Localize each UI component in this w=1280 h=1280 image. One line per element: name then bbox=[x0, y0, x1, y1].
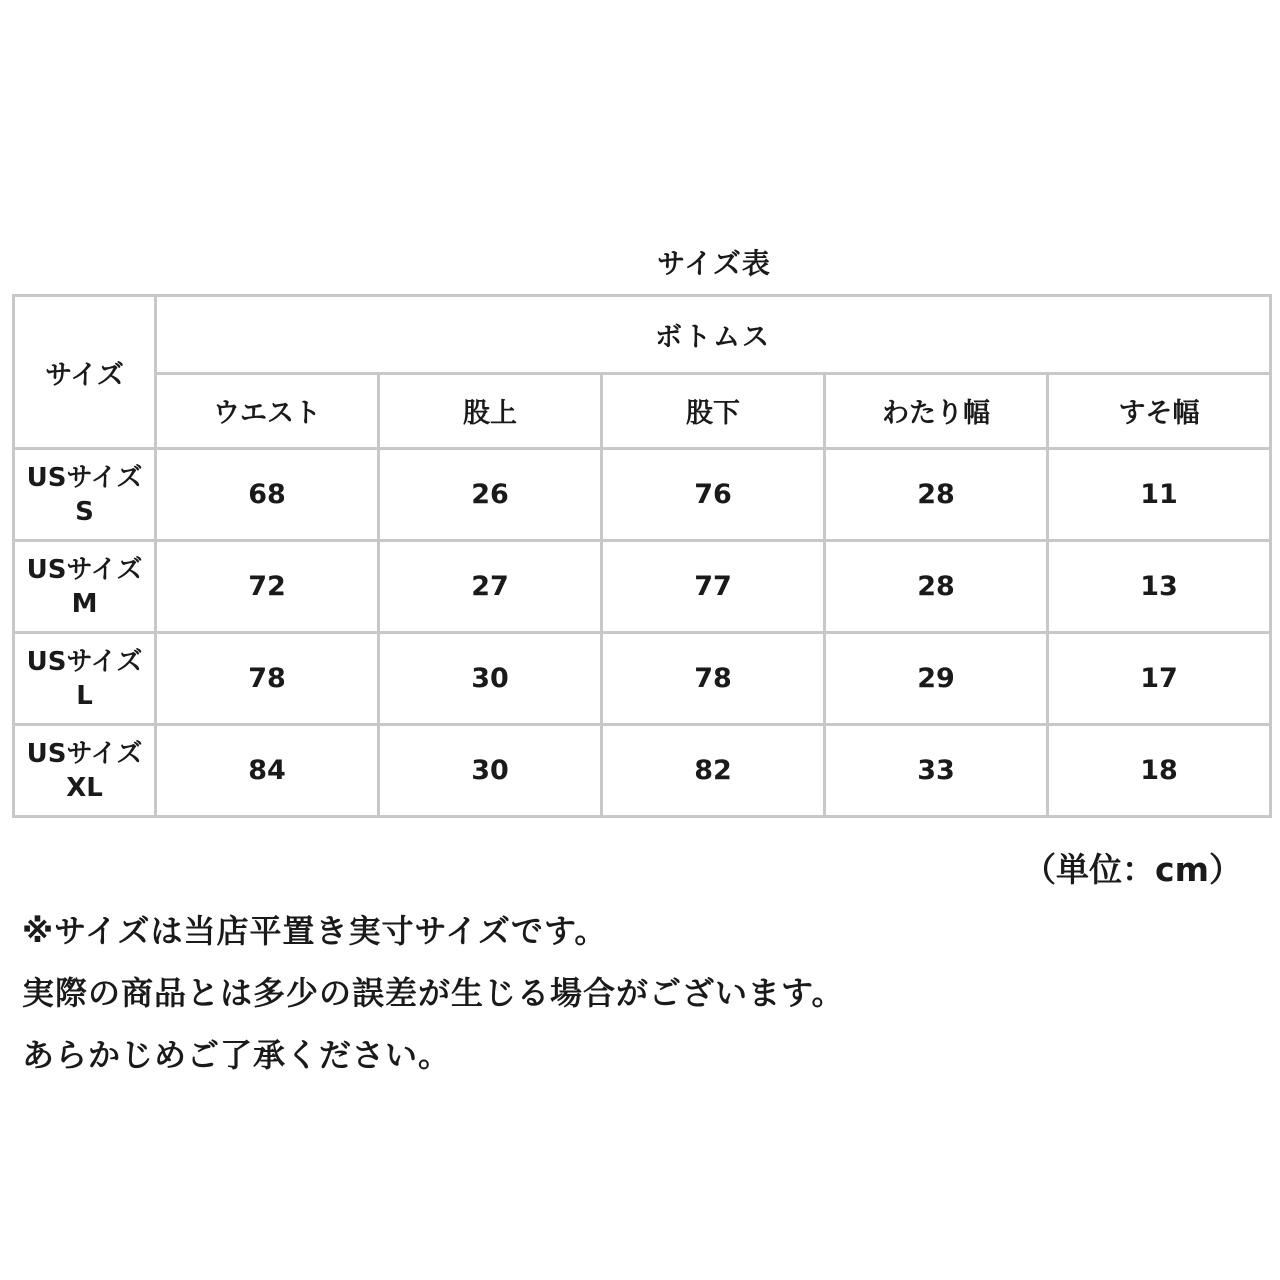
table-cell: 76 bbox=[602, 449, 825, 541]
row-label-prefix: USサイズ bbox=[26, 738, 143, 769]
row-label-size: M bbox=[71, 588, 98, 619]
table-cell: 26 bbox=[379, 449, 602, 541]
table-cell: 33 bbox=[825, 725, 1048, 817]
column-header-rise: 股上 bbox=[379, 373, 602, 449]
column-header-hem-width: すそ幅 bbox=[1048, 373, 1271, 449]
table-cell: 68 bbox=[156, 449, 379, 541]
row-label-size: L bbox=[76, 680, 93, 711]
table-cell: 78 bbox=[602, 633, 825, 725]
note-line: 実際の商品とは多少の誤差が生じる場合がございます。 bbox=[22, 974, 845, 1012]
table-cell: 18 bbox=[1048, 725, 1271, 817]
page-title: サイズ表 bbox=[657, 247, 771, 280]
row-label-prefix: USサイズ bbox=[26, 462, 143, 493]
table-cell: 72 bbox=[156, 541, 379, 633]
row-label bbox=[14, 725, 156, 817]
table-cell: 77 bbox=[602, 541, 825, 633]
size-header-cell: サイズ bbox=[14, 296, 156, 449]
table-row bbox=[14, 449, 1271, 541]
table-cell: 30 bbox=[379, 633, 602, 725]
table-cell: 78 bbox=[156, 633, 379, 725]
table-cell: 28 bbox=[825, 449, 1048, 541]
table-cell: 27 bbox=[379, 541, 602, 633]
table-cell: 17 bbox=[1048, 633, 1271, 725]
table-cell: 11 bbox=[1048, 449, 1271, 541]
table-cell: 30 bbox=[379, 725, 602, 817]
row-label-size: S bbox=[75, 496, 94, 527]
table-cell: 84 bbox=[156, 725, 379, 817]
bottoms-group-header: ボトムス bbox=[156, 296, 1271, 374]
unit-note: （単位：cm） bbox=[1023, 850, 1242, 889]
column-header-waist: ウエスト bbox=[156, 373, 379, 449]
note-line: ※サイズは当店平置き実寸サイズです。 bbox=[22, 912, 608, 950]
row-label bbox=[14, 541, 156, 633]
column-header-row bbox=[14, 373, 1271, 449]
note-line: あらかじめご了承ください。 bbox=[22, 1036, 452, 1074]
table-header-row bbox=[14, 296, 1271, 374]
table-row bbox=[14, 633, 1271, 725]
row-label-size: XL bbox=[66, 772, 103, 803]
table-row bbox=[14, 725, 1271, 817]
row-label-prefix: USサイズ bbox=[26, 554, 143, 585]
row-label-prefix: USサイズ bbox=[26, 646, 143, 677]
table-cell: 82 bbox=[602, 725, 825, 817]
table-cell: 29 bbox=[825, 633, 1048, 725]
column-header-inseam: 股下 bbox=[602, 373, 825, 449]
table-cell: 13 bbox=[1048, 541, 1271, 633]
table-cell: 28 bbox=[825, 541, 1048, 633]
table-row bbox=[14, 541, 1271, 633]
column-header-thigh-width: わたり幅 bbox=[825, 373, 1048, 449]
row-label bbox=[14, 633, 156, 725]
row-label bbox=[14, 449, 156, 541]
size-table bbox=[12, 294, 1272, 818]
notes-block bbox=[22, 900, 844, 1086]
